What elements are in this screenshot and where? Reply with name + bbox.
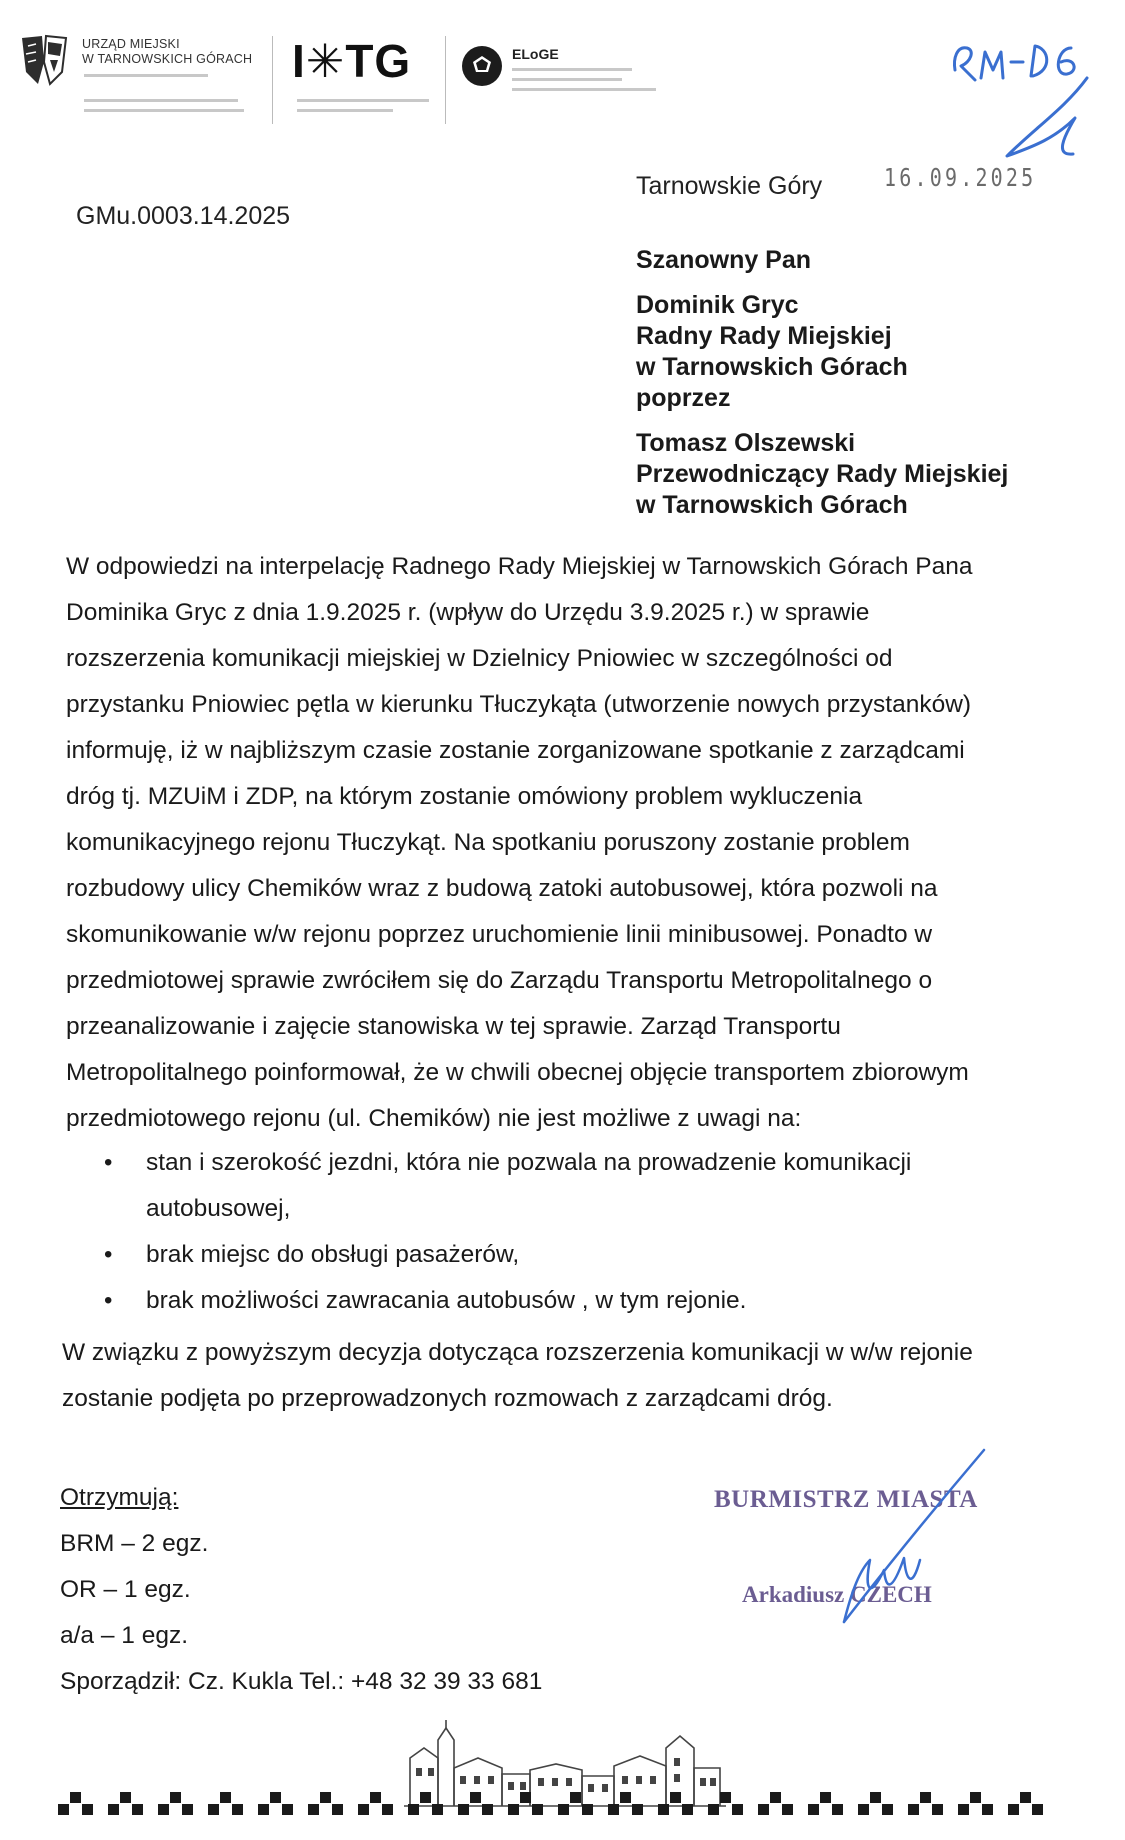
checker-square [658,1804,669,1815]
body-line: dróg tj. MZUiM i ZDP, na którym zostanie omówiony problem wykluczenia [66,783,863,810]
office-name: URZĄD MIEJSKI W TARNOWSKICH GÓRACH [82,37,253,66]
checker-square [358,1804,369,1815]
checker-square [708,1804,719,1815]
bullet-icon: • [104,1241,113,1268]
checker-square [770,1792,781,1803]
checker-square [220,1792,231,1803]
checker-square [858,1804,869,1815]
checker-square [382,1804,393,1815]
body-line: przedmiotowego rejonu (ul. Chemików) nie jest możliwe z uwagi na: [66,1105,802,1132]
checker-square [982,1804,993,1815]
body-line: przystanku Pniowiec pętla w kierunku Tłuczykąta (utworzenie nowych przystanków) [66,691,972,718]
reasons-list [104,1140,911,1324]
body-line: zostanie podjęta po przeprowadzonych rozmowach z zarządcami dróg. [62,1385,833,1412]
checker-square [682,1804,693,1815]
header-divider [272,36,273,124]
distribution-item: BRM – 2 egz. [60,1530,209,1557]
office-address-scribble [84,97,244,119]
checker-square [270,1792,281,1803]
body-line: przeanalizowanie i zajęcie stanowiska w tej sprawie. Zarząd Transportu [66,1013,841,1040]
handwritten-registry-mark [945,18,1095,178]
checker-square [58,1804,69,1815]
checker-square [470,1792,481,1803]
bullet-icon: • [104,1287,113,1314]
handwritten-signature [800,1440,1000,1640]
letter-place: Tarnowskie Góry [636,172,823,200]
checker-square [232,1804,243,1815]
checker-square [570,1792,581,1803]
checker-square [782,1804,793,1815]
checker-square [758,1804,769,1815]
checker-square [482,1804,493,1815]
checker-square [320,1792,331,1803]
checker-square [170,1792,181,1803]
body-line: Dominika Gryc z dnia 1.9.2025 r. (wpływ do Urzędu 3.9.2025 r.) w sprawie [66,599,870,626]
checker-square [720,1792,731,1803]
checker-square [970,1792,981,1803]
eloge-subtitle-scribble [512,66,662,100]
checker-square [408,1804,419,1815]
checker-square [332,1804,343,1815]
distribution-item: a/a – 1 egz. [60,1622,189,1649]
checker-square [182,1804,193,1815]
checker-square [870,1792,881,1803]
checker-square [520,1792,531,1803]
distribution-item: OR – 1 egz. [60,1576,191,1603]
checker-square [370,1792,381,1803]
checker-square [1020,1792,1031,1803]
received-date-stamp: 16.09.2025 [884,163,1037,192]
distribution-list [60,1475,542,1705]
checker-square [620,1792,631,1803]
addressee-name: Dominik Gryc [636,291,799,319]
checker-square [882,1804,893,1815]
checker-square [258,1804,269,1815]
list-item: • stan i szerokość jezdni, która nie pozwala na prowadzenie komunikacji autobusowej, [104,1140,911,1232]
via-label: poprzez [636,384,731,412]
checker-square [608,1804,619,1815]
footer-checkered-pattern [58,1778,1058,1828]
checker-square [932,1804,943,1815]
checker-square [308,1804,319,1815]
checker-square [158,1804,169,1815]
body-line: rozszerzenia komunikacji miejskiej w Dzielnicy Pniowiec w szczególności od [66,645,893,672]
via-name: Tomasz Olszewski [636,429,856,457]
letter-body [66,544,1096,1142]
body-line: informuję, iż w najbliższym czasie zostanie zorganizowane spotkanie z zarządcami [66,737,965,764]
header-divider [445,36,446,124]
body-line: rozbudowy ulicy Chemików wraz z budową zatoki autobusowej, która pozwoli na [66,875,938,902]
signature-stamp-title: BURMISTRZ MIASTA [714,1486,978,1513]
closing-paragraph [62,1330,973,1422]
body-line: przedmiotowej sprawie zwróciłem się do Zarządu Transportu Metropolitalnego o [66,967,933,994]
checker-square [108,1804,119,1815]
signature-stamp-name: Arkadiusz CZECH [742,1582,932,1607]
eloge-ball-icon [460,44,504,88]
checker-square [432,1804,443,1815]
body-line: W odpowiedzi na interpelację Radnego Rady Miejskiej w Tarnowskich Górach Pana [66,553,973,580]
checker-square [808,1804,819,1815]
distribution-title: Otrzymują: [60,1484,179,1511]
checker-square [132,1804,143,1815]
eloge-logo: ELoGE [512,46,559,62]
body-line: W związku z powyższym decyzja dotycząca rozszerzenia komunikacji w w/w rejonie [62,1339,973,1366]
checker-square [920,1792,931,1803]
checker-square [1008,1804,1019,1815]
checker-square [532,1804,543,1815]
bullet-icon: • [104,1149,113,1176]
addressee-location: w Tarnowskich Górach [636,353,908,381]
via-location: w Tarnowskich Górach [636,491,908,519]
itg-subtitle-scribble [297,97,437,119]
checker-square [70,1792,81,1803]
via-role: Przewodniczący Rady Miejskiej [636,460,1009,488]
checker-square [420,1792,431,1803]
via-block [636,428,1008,521]
checker-square [208,1804,219,1815]
checker-square [958,1804,969,1815]
checker-square [582,1804,593,1815]
checker-square [282,1804,293,1815]
addressee-block [636,290,908,414]
checker-square [670,1792,681,1803]
body-line: skomunikowanie w/w rejonu poprzez uruchomienie linii minibusowej. Ponadto w [66,921,933,948]
city-crest-icon [18,32,70,90]
body-line: komunikacyjnego rejonu Tłuczykąt. Na spotkaniu poruszony zostanie problem [66,829,910,856]
list-item: • brak możliwości zawracania autobusów , w tym rejonie. [104,1278,911,1324]
checker-square [458,1804,469,1815]
office-subtitle-scribble [84,72,214,80]
checker-square [632,1804,643,1815]
checker-square [82,1804,93,1815]
checker-square [1032,1804,1043,1815]
checker-square [558,1804,569,1815]
addressee-role: Radny Rady Miejskiej [636,322,892,350]
checker-square [508,1804,519,1815]
itg-logo: I✳TG [292,35,412,87]
list-item: • brak miejsc do obsługi pasażerów, [104,1232,911,1278]
checker-square [908,1804,919,1815]
checker-square [832,1804,843,1815]
checker-square [120,1792,131,1803]
document-reference-number: GMu.0003.14.2025 [76,202,291,230]
checker-square [732,1804,743,1815]
prepared-by: Sporządził: Cz. Kukla Tel.: +48 32 39 33 681 [60,1668,543,1695]
salutation: Szanowny Pan [636,246,812,274]
checker-square [820,1792,831,1803]
body-line: Metropolitalnego poinformował, że w chwili obecnej objęcie transportem zbiorowym [66,1059,969,1086]
